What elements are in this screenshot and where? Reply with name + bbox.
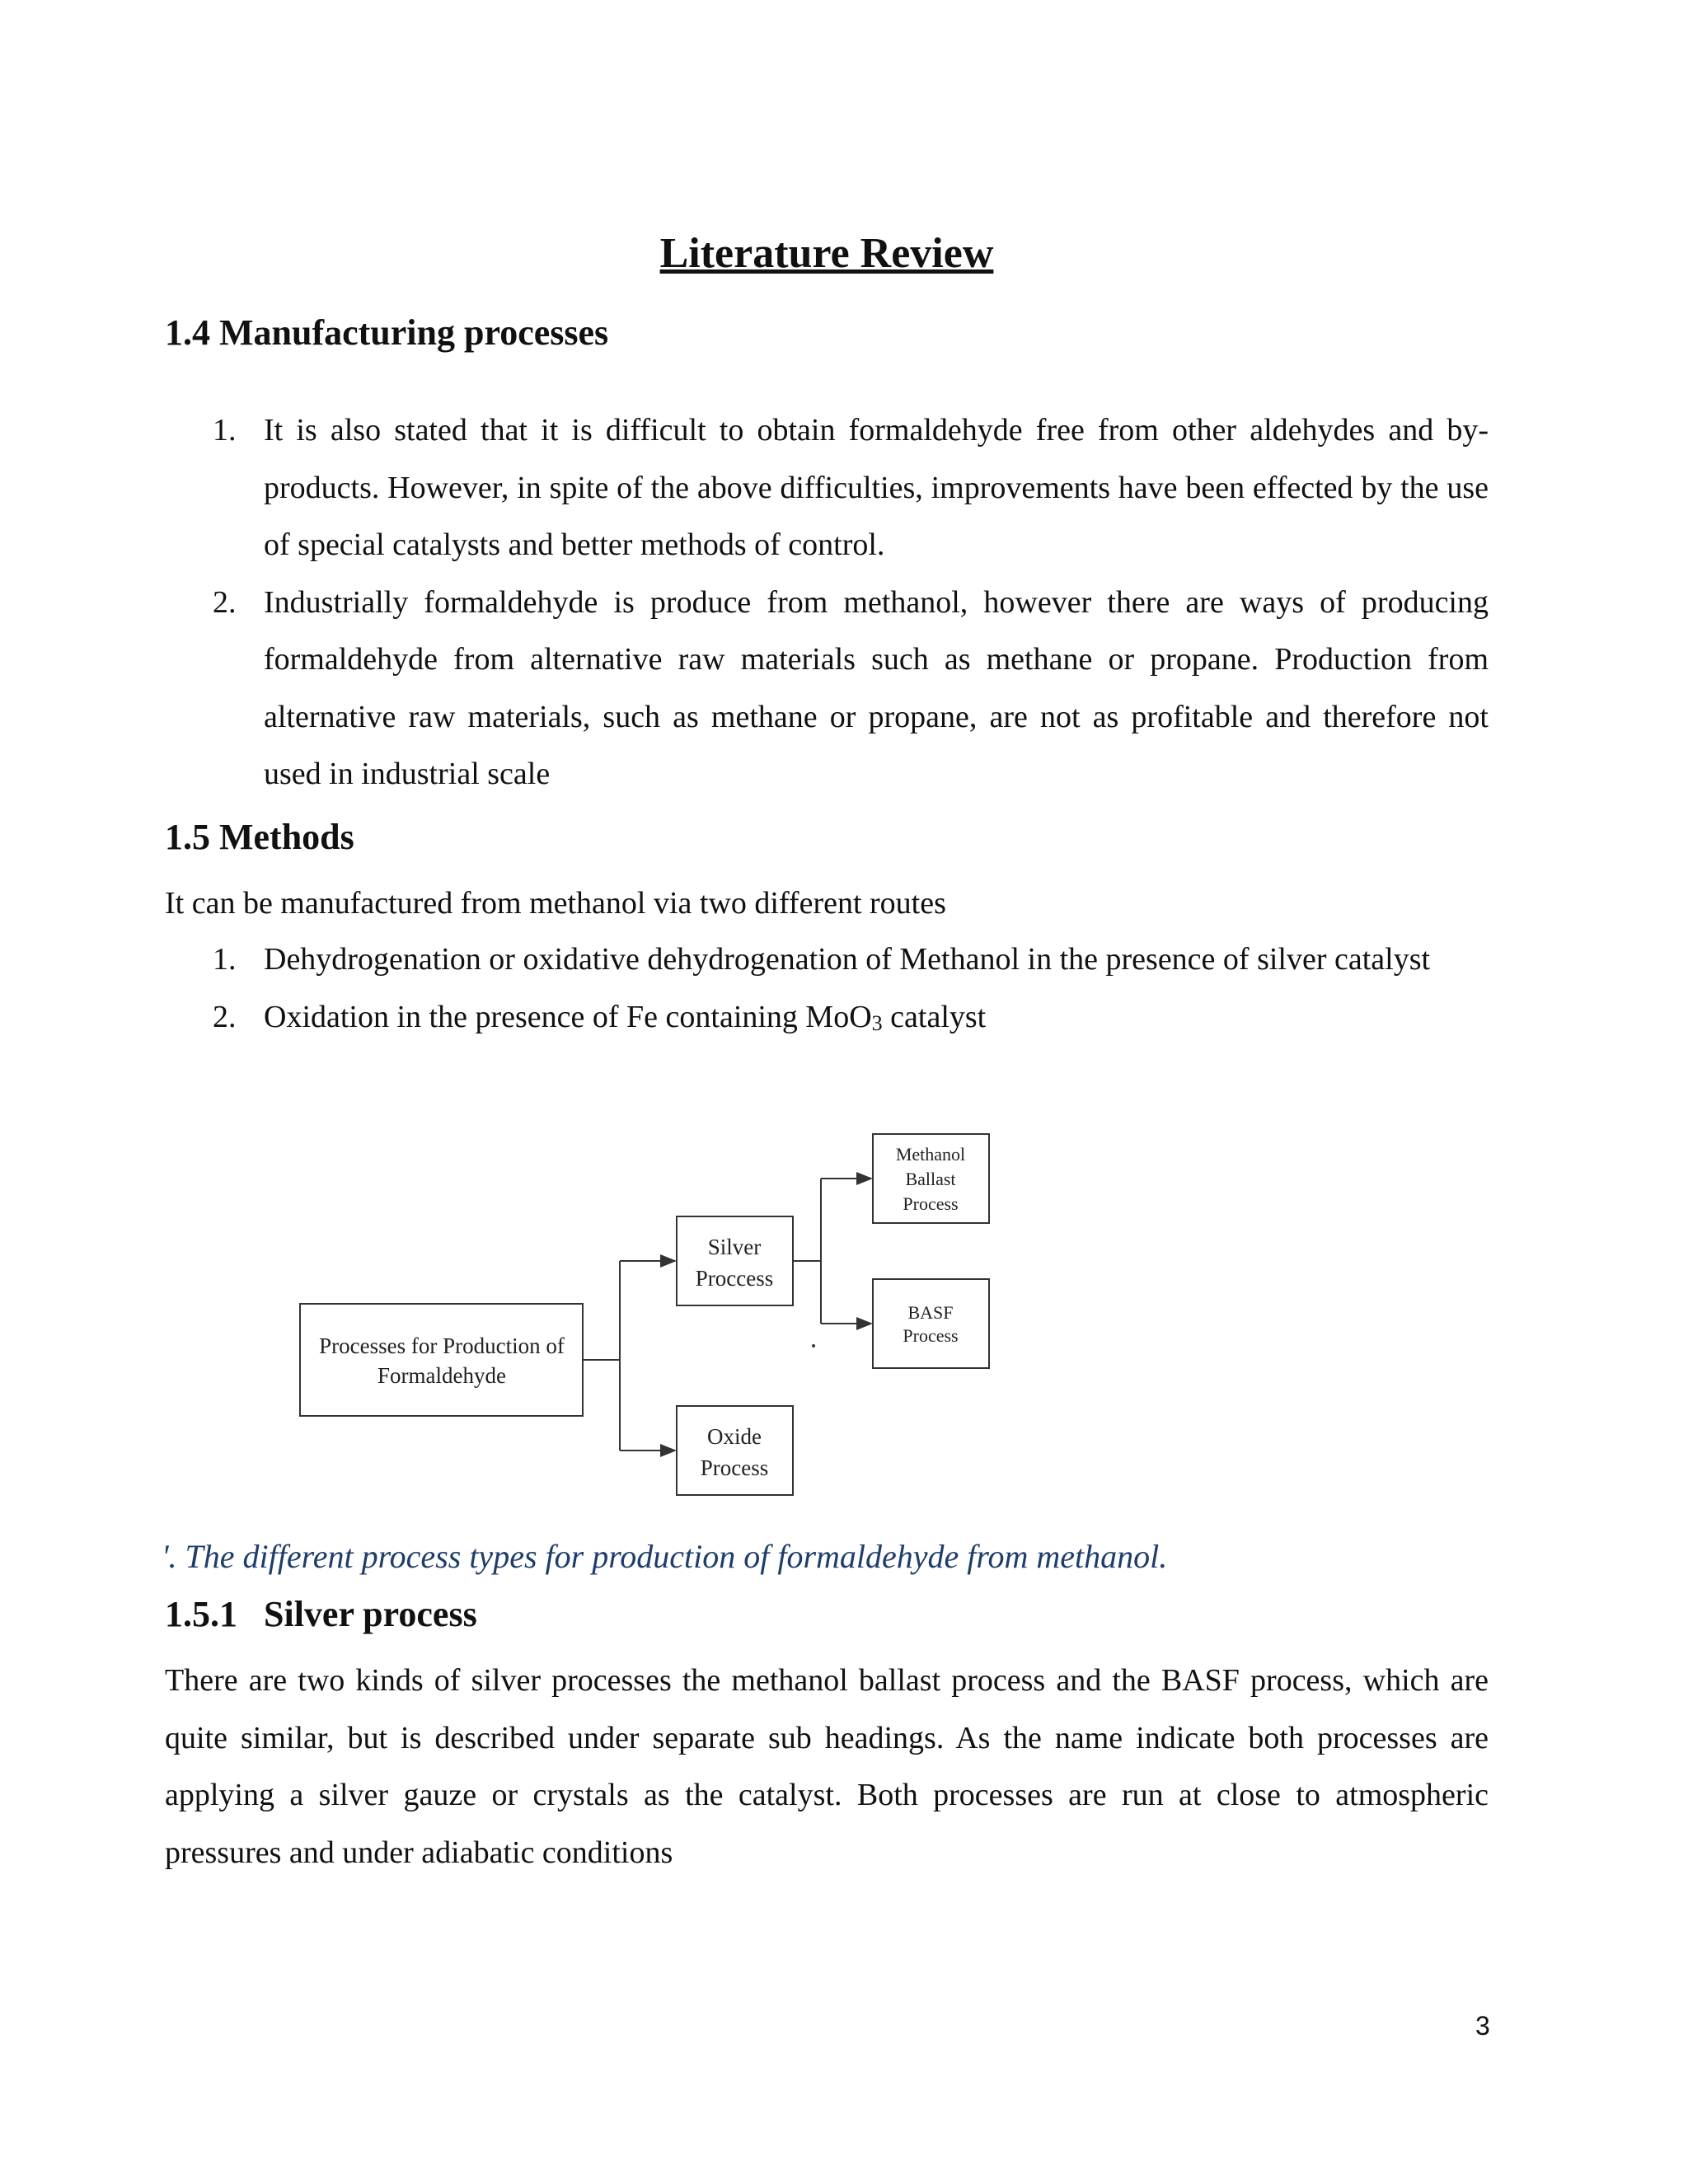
list-item: [165, 574, 1489, 804]
root-process-box: [300, 1304, 583, 1416]
basf-process-box: [873, 1279, 989, 1368]
list-text: It is also stated that it is difficult to obtain formaldehyde free from other aldehydes and by-products. However, in spite of the above difficulties, improvements have been effected by the use of special catalysts and better methods of control.: [264, 413, 1489, 562]
silver-label: Proccess: [695, 1266, 774, 1291]
ballast-label: Methanol: [895, 1144, 966, 1165]
list-number: 1.: [213, 942, 237, 977]
section-title: Silver process: [264, 1594, 477, 1634]
section-heading-silver-process: [165, 1593, 477, 1635]
section-number: 1.5.1: [165, 1594, 237, 1634]
silver-process-paragraph: There are two kinds of silver processes the methanol ballast process and the BASF process, which are quite similar, but is described under separate sub headings. As the name indicate both processes are applying a silver gauze or crystals as the catalyst. Both processes are run at close to atmospheric pressures and under adiabatic conditions: [165, 1663, 1489, 1870]
list-text: Oxidation in the presence of Fe containing MoO3 catalyst: [264, 999, 987, 1035]
root-label: Processes for Production of: [319, 1333, 565, 1358]
list-text: Industrially formaldehyde is produce from methanol, however there are ways of producing formaldehyde from alternative raw materials such as methane or propane. Production from alternative raw materials, such as methane or propane, are not as profitable and therefore not used in industrial scale: [264, 584, 1489, 791]
basf-label: BASF: [907, 1302, 954, 1323]
section-heading-manufacturing: 1.4 Manufacturing processes: [165, 312, 609, 353]
list-number: 1.: [213, 413, 237, 448]
silver-label: Silver: [707, 1235, 762, 1259]
silver-process-box: [677, 1216, 793, 1305]
list-item: [165, 402, 1489, 574]
oxide-label: Oxide: [707, 1424, 762, 1449]
process-flow-diagram: [280, 1121, 1022, 1516]
page-number: 3: [1475, 2011, 1490, 2041]
list-number: 2.: [213, 584, 237, 620]
basf-label: Process: [903, 1325, 959, 1346]
subscript: 3: [871, 1010, 883, 1035]
section-heading-methods: 1.5 Methods: [165, 817, 354, 857]
figure-caption: '. The different process types for production of formaldehyde from methanol.: [162, 1538, 1168, 1575]
ballast-label: Ballast: [905, 1169, 956, 1189]
list-text: Dehydrogenation or oxidative dehydrogenation of Methanol in the presence of silver catalyst: [264, 942, 1431, 977]
ballast-label: Process: [903, 1193, 959, 1214]
page-title: Literature Review: [659, 230, 994, 277]
manufacturing-list: [165, 402, 1489, 804]
oxide-label: Process: [700, 1455, 769, 1480]
list-item: [165, 931, 1489, 989]
list-number: 2.: [213, 999, 237, 1034]
list-item: [165, 989, 1489, 1052]
methods-list: [165, 931, 1489, 1052]
oxide-process-box: [677, 1406, 793, 1495]
root-label: Formaldehyde: [377, 1363, 506, 1388]
methods-intro: It can be manufactured from methanol via two different routes: [165, 886, 946, 921]
